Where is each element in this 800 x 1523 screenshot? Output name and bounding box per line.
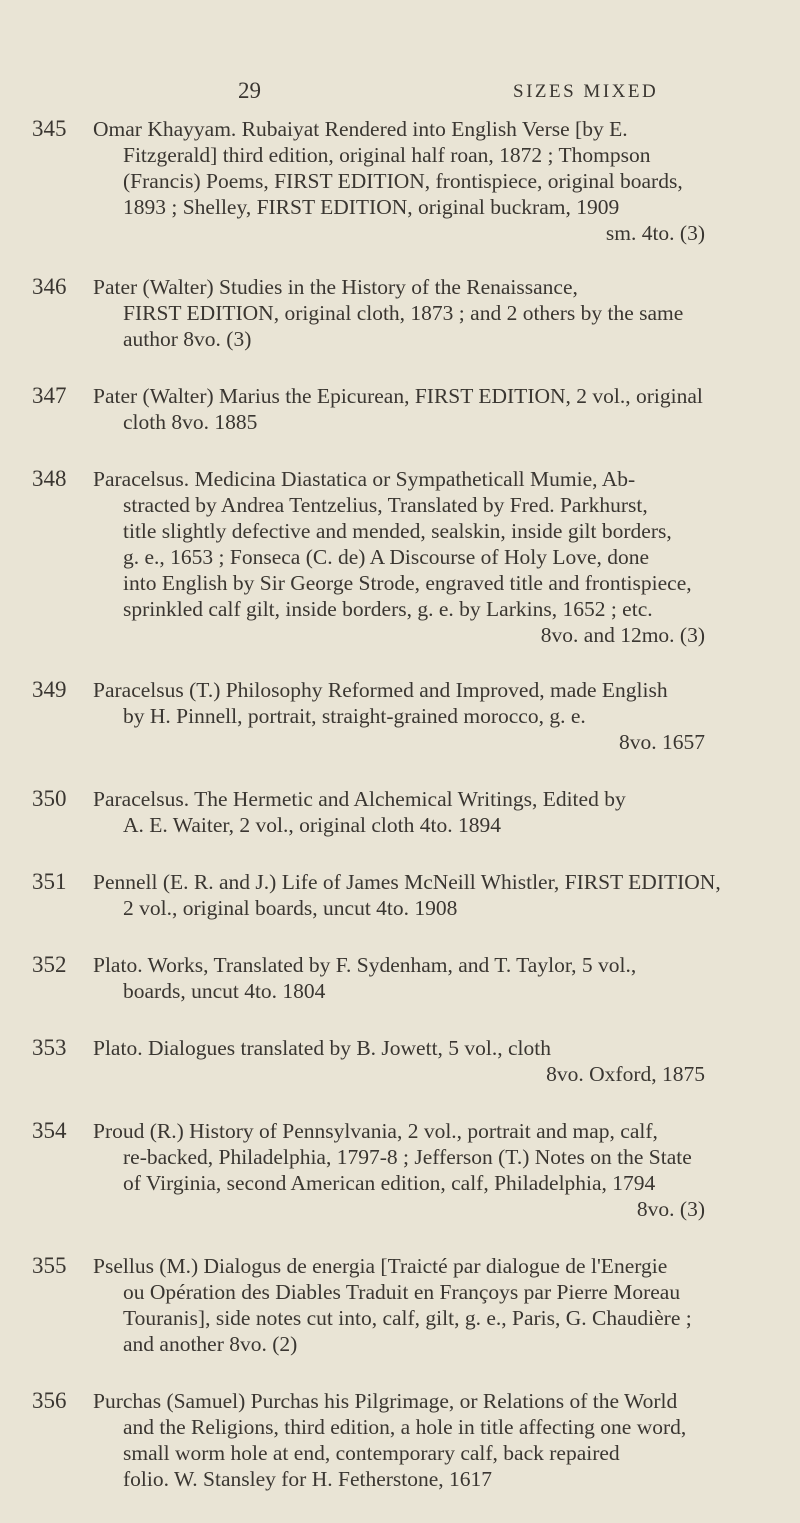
entry-line: ou Opération des Diables Traduit en Françoys par Pierre Moreau xyxy=(123,1280,681,1304)
entry-line: Plato. Works, Translated by F. Sydenham, and T. Taylor, 5 vol., xyxy=(93,953,637,977)
entry-line: folio. W. Stansley for H. Fetherstone, 1617 xyxy=(123,1467,493,1491)
entry-text xyxy=(93,274,705,352)
section-title: SIZES MIXED xyxy=(513,81,659,102)
lot-number: 353 xyxy=(32,1035,67,1060)
entry-text xyxy=(93,869,721,921)
entry-text xyxy=(93,1388,705,1492)
entry-line: of Virginia, second American edition, calf, Philadelphia, 1794 xyxy=(123,1171,656,1195)
entry-line: Fitzgerald] third edition, original half roan, 1872 ; Thompson xyxy=(123,143,651,167)
lot-number: 345 xyxy=(32,116,67,141)
entry-line: Purchas (Samuel) Purchas his Pilgrimage, or Relations of the World xyxy=(93,1389,678,1413)
entry-line: and the Religions, third edition, a hole in title affecting one word, xyxy=(123,1415,687,1439)
entry-line: Psellus (M.) Dialogus de energia [Traicté par dialogue de l'Energie xyxy=(93,1254,668,1278)
lot-number: 348 xyxy=(32,466,67,491)
catalogue-entry-353 xyxy=(0,1035,800,1087)
entry-line: sm. 4to. (3) xyxy=(605,221,705,245)
entry-line: Paracelsus. The Hermetic and Alchemical Writings, Edited by xyxy=(93,787,626,811)
catalogue-entry-354 xyxy=(0,1118,800,1222)
entry-line: A. E. Waiter, 2 vol., original cloth 4to. 1894 xyxy=(123,813,501,837)
entry-line: cloth 8vo. 1885 xyxy=(123,410,258,434)
entry-line: re-backed, Philadelphia, 1797-8 ; Jefferson (T.) Notes on the State xyxy=(123,1145,692,1169)
catalogue-entry-351 xyxy=(0,869,800,921)
entry-line: Proud (R.) History of Pennsylvania, 2 vol., portrait and map, calf, xyxy=(93,1119,658,1143)
entry-line: Touranis], side notes cut into, calf, gilt, g. e., Paris, G. Chaudière ; xyxy=(123,1306,692,1330)
entry-line: Plato. Dialogues translated by B. Jowett, 5 vol., cloth xyxy=(93,1036,552,1060)
entry-line: 8vo. and 12mo. (3) xyxy=(540,623,705,647)
entry-line: (Francis) Poems, FIRST EDITION, frontispiece, original boards, xyxy=(123,169,683,193)
entry-line: by H. Pinnell, portrait, straight-grained morocco, g. e. xyxy=(123,704,586,728)
catalogue-entry-355 xyxy=(0,1253,800,1357)
entry-line: Pater (Walter) Studies in the History of the Renaissance, xyxy=(93,275,578,299)
entry-line: into English by Sir George Strode, engraved title and frontispiece, xyxy=(123,571,692,595)
catalogue-entry-356 xyxy=(0,1388,800,1492)
entry-line: 8vo. Oxford, 1875 xyxy=(546,1062,705,1086)
entry-line: boards, uncut 4to. 1804 xyxy=(123,979,326,1003)
catalogue-entry-352 xyxy=(0,952,800,1004)
entry-text xyxy=(93,466,705,648)
entry-text xyxy=(93,1253,705,1357)
entry-line: Paracelsus. Medicina Diastatica or Sympatheticall Mumie, Ab- xyxy=(93,467,636,491)
entry-line: title slightly defective and mended, sealskin, inside gilt borders, xyxy=(123,519,672,543)
entry-line: and another 8vo. (2) xyxy=(123,1332,298,1356)
entry-line: Pater (Walter) Marius the Epicurean, FIRST EDITION, 2 vol., original xyxy=(93,384,703,408)
entry-line: 1893 ; Shelley, FIRST EDITION, original buckram, 1909 xyxy=(123,195,620,219)
entry-line: g. e., 1653 ; Fonseca (C. de) A Discourse of Holy Love, done xyxy=(123,545,650,569)
entry-text xyxy=(93,1118,705,1222)
entry-line: 8vo. (3) xyxy=(636,1197,705,1221)
lot-number: 349 xyxy=(32,677,67,702)
lot-number: 352 xyxy=(32,952,67,977)
entry-line: small worm hole at end, contemporary calf, back repaired xyxy=(123,1441,620,1465)
entry-line: Pennell (E. R. and J.) Life of James McNeill Whistler, FIRST EDITION, xyxy=(93,870,721,894)
entry-text xyxy=(93,952,705,1004)
catalogue-entry-347 xyxy=(0,383,800,435)
lot-number: 351 xyxy=(32,869,67,894)
page-header xyxy=(0,78,800,108)
entry-line: 2 vol., original boards, uncut 4to. 1908 xyxy=(123,896,458,920)
lot-number: 354 xyxy=(32,1118,67,1143)
lot-number: 346 xyxy=(32,274,67,299)
entry-line: author 8vo. (3) xyxy=(123,327,252,351)
entry-text xyxy=(93,1035,705,1087)
entry-line: sprinkled calf gilt, inside borders, g. e. by Larkins, 1652 ; etc. xyxy=(123,597,653,621)
lot-number: 347 xyxy=(32,383,67,408)
lot-number: 356 xyxy=(32,1388,67,1413)
catalogue-entry-346 xyxy=(0,274,800,352)
entry-text xyxy=(93,383,705,435)
catalogue-entry-350 xyxy=(0,786,800,838)
entry-line: stracted by Andrea Tentzelius, Translated by Fred. Parkhurst, xyxy=(123,493,648,517)
entry-line: Omar Khayyam. Rubaiyat Rendered into English Verse [by E. xyxy=(93,117,628,141)
entry-text xyxy=(93,116,705,246)
entry-text xyxy=(93,677,705,755)
catalogue-entry-349 xyxy=(0,677,800,755)
entry-line: 8vo. 1657 xyxy=(619,730,705,754)
entry-text xyxy=(93,786,705,838)
page-number: 29 xyxy=(238,78,261,103)
catalogue-entry-345 xyxy=(0,116,800,243)
lot-number: 350 xyxy=(32,786,67,811)
entry-line: FIRST EDITION, original cloth, 1873 ; and 2 others by the same xyxy=(123,301,684,325)
entry-line: Paracelsus (T.) Philosophy Reformed and Improved, made English xyxy=(93,678,668,702)
catalogue-entry-348 xyxy=(0,466,800,646)
lot-number: 355 xyxy=(32,1253,67,1278)
